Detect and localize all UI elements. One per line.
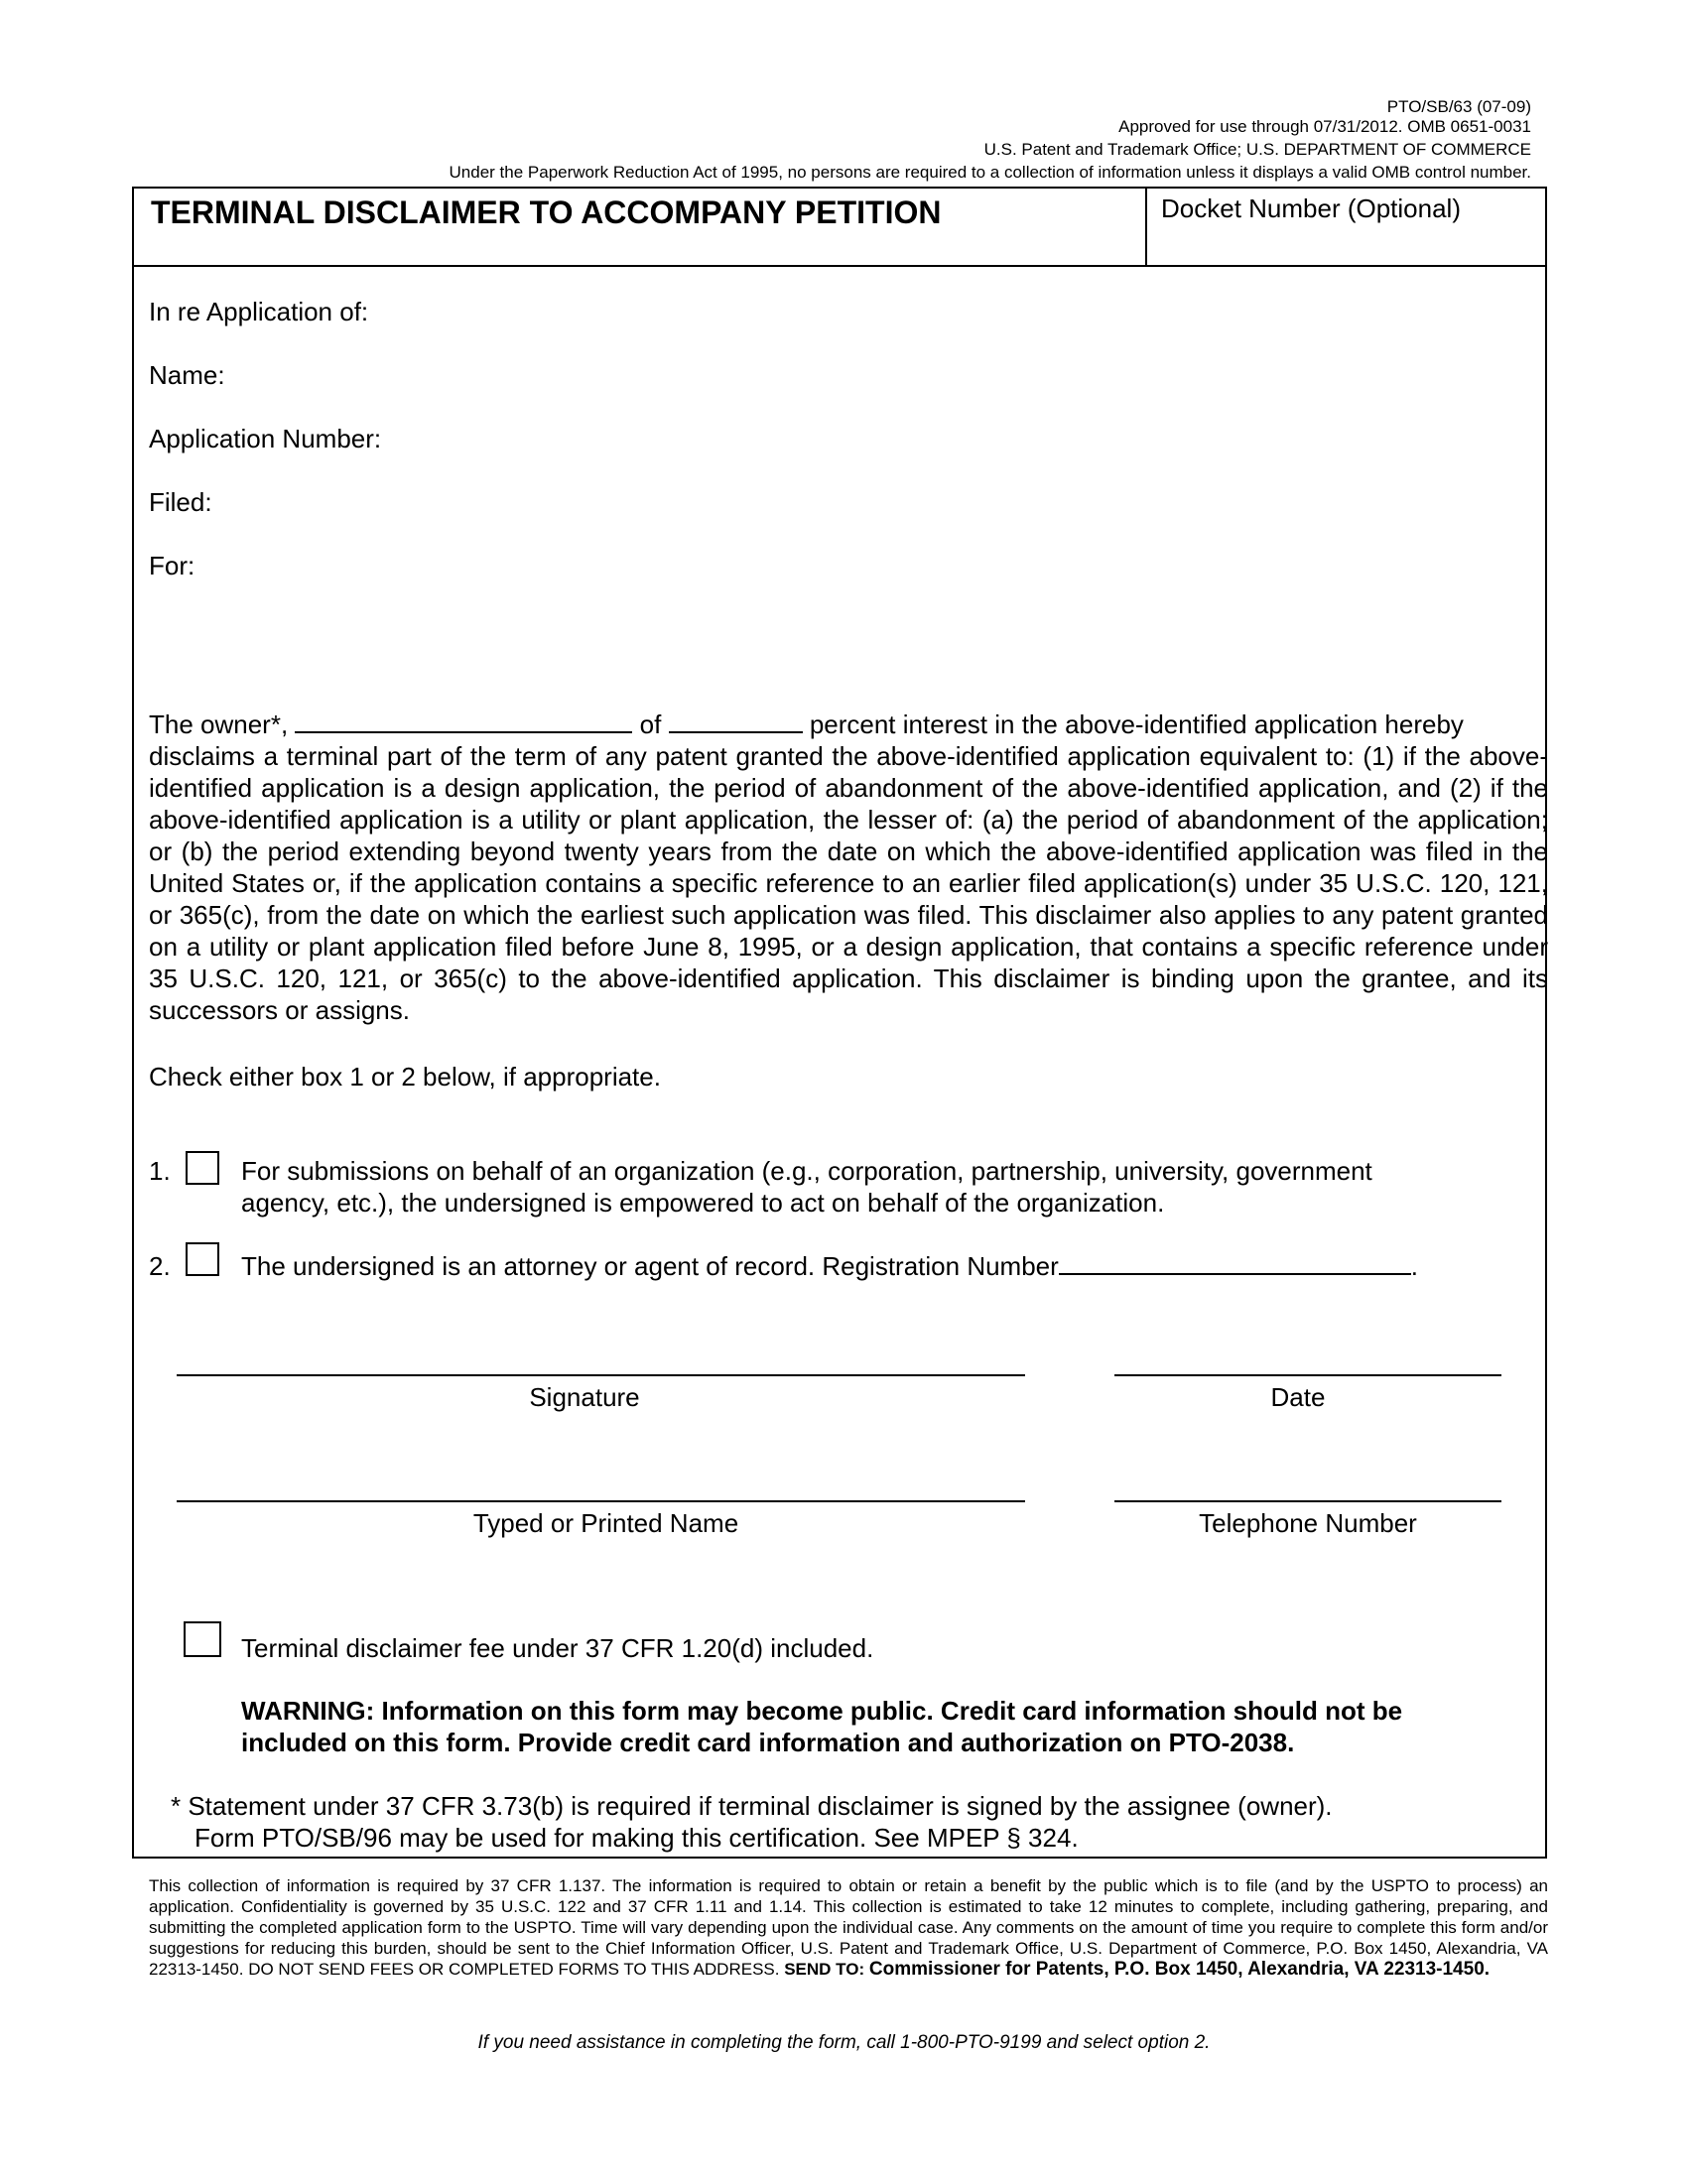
footnote-line2: Form PTO/SB/96 may be used for making this certification. See MPEP § 324. [195,1823,1079,1853]
in-re-label: In re Application of: [149,297,369,326]
for-label: For: [149,551,195,580]
printed-name-label: Typed or Printed Name [472,1508,739,1538]
option2-line [241,1250,1418,1282]
attorney-checkbox[interactable] [186,1242,219,1276]
docket-number-label: Docket Number (Optional) [1161,193,1461,223]
registration-number-blank[interactable] [1059,1251,1411,1275]
owner-line [149,708,1548,740]
application-number-label: Application Number: [149,424,382,453]
option1-line1: For submissions on behalf of an organization (e.g., corporation, partnership, university, government [241,1156,1372,1186]
paperwork-notice: Under the Paperwork Reduction Act of 1995, no persons are required to a collection of information unless it displays a valid OMB control number. [449,163,1531,182]
fee-checkbox[interactable] [184,1621,221,1657]
telephone-label: Telephone Number [1199,1508,1417,1538]
owner-prefix: The owner*, [149,709,289,739]
percent-blank[interactable] [669,709,803,733]
of-word: of [639,709,662,739]
printed-name-line[interactable] [177,1500,1025,1502]
signature-line[interactable] [177,1374,1025,1376]
title-row [134,189,1545,267]
option1-number: 1. [149,1156,171,1186]
name-label: Name: [149,360,225,390]
check-instruction: Check either box 1 or 2 below, if appropriate. [149,1062,661,1092]
form-id: PTO/SB/63 (07-09) [1386,97,1531,116]
send-to-address: Commissioner for Patents, P.O. Box 1450, Alexandria, VA 22313-1450. [868,1959,1491,1980]
option2-number: 2. [149,1251,171,1281]
title-divider [1145,189,1147,265]
organization-checkbox[interactable] [186,1151,219,1185]
signature-label: Signature [529,1382,640,1412]
option2-text: The undersigned is an attorney or agent of record. Registration Number [241,1251,1059,1281]
assistance-line: If you need assistance in completing the form, call 1-800-PTO-9199 and select option 2. [477,2032,1211,2053]
date-label: Date [1270,1382,1326,1412]
burden-statement [149,1875,1548,1980]
footnote-line1: * Statement under 37 CFR 3.73(b) is required if terminal disclaimer is signed by the assignee (owner). [171,1791,1333,1821]
telephone-line[interactable] [1114,1500,1501,1502]
date-line[interactable] [1114,1374,1501,1376]
form-title: TERMINAL DISCLAIMER TO ACCOMPANY PETITION [151,194,942,230]
filed-label: Filed: [149,487,212,517]
option2-period: . [1410,1251,1419,1281]
option1-line2: agency, etc.), the undersigned is empowered to act on behalf of the organization. [241,1188,1165,1218]
warning-line2: included on this form. Provide credit card information and authorization on PTO-2038. [241,1728,1295,1757]
disclaimer-body: disclaims a terminal part of the term of any patent granted the above-identified application equivalent to: (1) if the above-identified application is a design application, the period of abandonment of the above-identified application, and (2) if the above-identified application is a utility or plant application, the lesser of: (a) the period of abandonment of the application; or (b) the period extending beyond twenty years from the date on which the above-identified application was filed in the United States or, if the application contains a specific reference to an earlier filed application(s) under 35 U.S.C. 120, 121, or 365(c), from the date on which the earliest such application was filed. This disclaimer also applies to any patent granted on a utility or plant application filed before June 8, 1995, or a design application, that contains a specific reference under 35 U.S.C. 120, 121, or 365(c) to the above-identified application. This disclaimer is binding upon the grantee, and its successors or assigns. [149,741,1548,1025]
percent-text: percent interest in the above-identified application hereby [809,709,1464,739]
send-to-label: SEND TO: [784,1960,865,1979]
fee-text: Terminal disclaimer fee under 37 CFR 1.20(d) included. [241,1633,874,1663]
warning-line1: WARNING: Information on this form may become public. Credit card information should not be [241,1696,1403,1726]
omb-approval: Approved for use through 07/31/2012. OMB 0651-0031 [1118,117,1531,136]
agency-line: U.S. Patent and Trademark Office; U.S. DEPARTMENT OF COMMERCE [983,140,1531,159]
burden-text: This collection of information is required by 37 CFR 1.137. The information is required to obtain or retain a benefit by the public which is to file (and by the USPTO to process) an application. Confidentiality is governed by 35 U.S.C. 122 and 37 CFR 1.11 and 1.14. This collection is estimated to take 12 minutes to complete, including gathering, preparing, and submitting the completed application form to the USPTO. Time will vary depending upon the individual case. Any comments on the amount of time you require to complete this form and/or suggestions for reducing this burden, should be sent to the Chief Information Officer, U.S. Patent and Trademark Office, U.S. Department of Commerce, P.O. Box 1450, Alexandria, VA 22313-1450. DO NOT SEND FEES OR COMPLETED FORMS TO THIS ADDRESS. [149,1876,1548,1979]
owner-name-blank[interactable] [295,709,632,733]
